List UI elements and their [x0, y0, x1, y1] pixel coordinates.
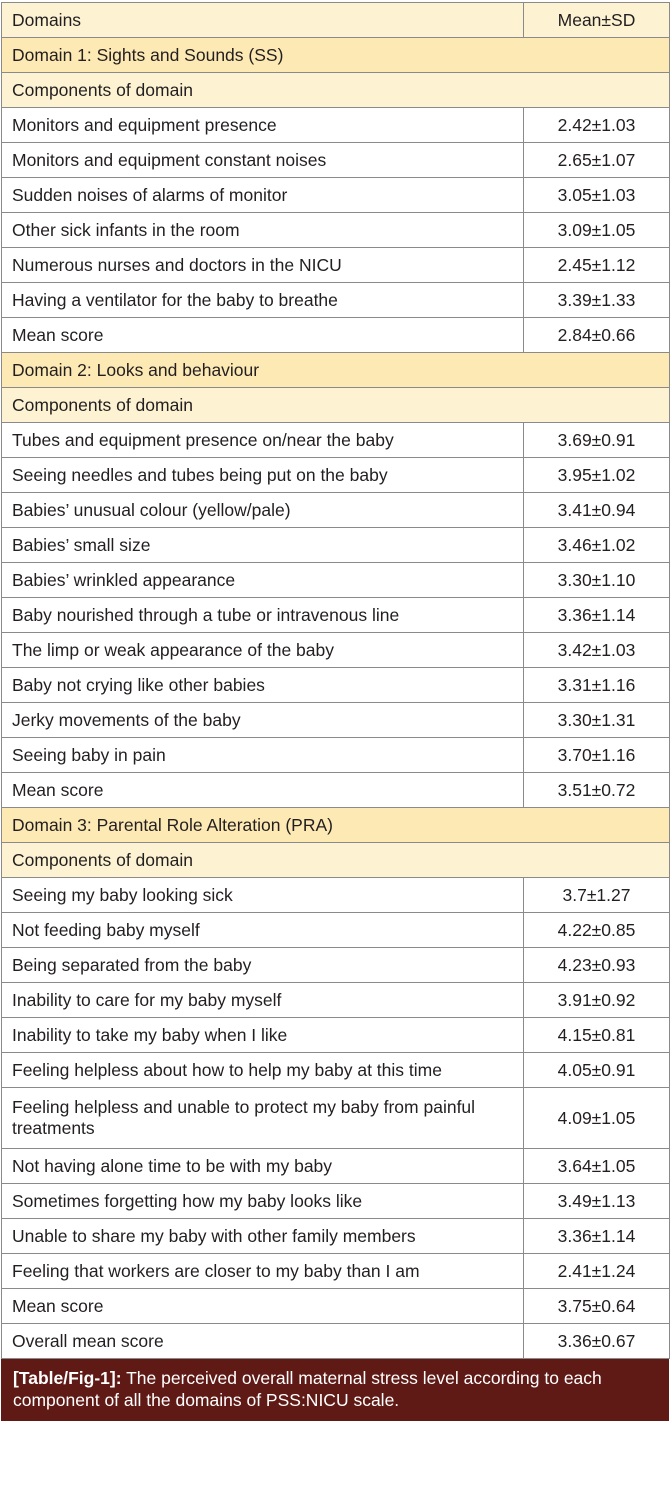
table-row [2, 1053, 670, 1088]
row-label: Numerous nurses and doctors in the NICU [2, 248, 524, 283]
components-label-row [2, 388, 670, 423]
table-header-row [2, 3, 670, 38]
row-label: Other sick infants in the room [2, 213, 524, 248]
row-label: Not having alone time to be with my baby [2, 1149, 524, 1184]
components-label: Components of domain [2, 388, 670, 423]
domain-title-row [2, 353, 670, 388]
row-value: 3.31±1.16 [524, 668, 670, 703]
row-value: 3.64±1.05 [524, 1149, 670, 1184]
row-value: 3.70±1.16 [524, 738, 670, 773]
table-row [2, 738, 670, 773]
row-value: 3.46±1.02 [524, 528, 670, 563]
table-row [2, 878, 670, 913]
row-label: Inability to care for my baby myself [2, 983, 524, 1018]
table-row [2, 1184, 670, 1219]
row-label: Seeing baby in pain [2, 738, 524, 773]
table-row [2, 1088, 670, 1149]
row-label: Being separated from the baby [2, 948, 524, 983]
row-value: 3.05±1.03 [524, 178, 670, 213]
row-label: Babies’ wrinkled appearance [2, 563, 524, 598]
row-label: Sometimes forgetting how my baby looks like [2, 1184, 524, 1219]
table-row [2, 318, 670, 353]
row-label: Having a ventilator for the baby to breathe [2, 283, 524, 318]
table-row [2, 668, 670, 703]
row-value: 2.84±0.66 [524, 318, 670, 353]
table-row [2, 1254, 670, 1289]
table-row [2, 458, 670, 493]
domain-title: Domain 3: Parental Role Alteration (PRA) [2, 808, 670, 843]
table-row [2, 1018, 670, 1053]
domain-title-row [2, 38, 670, 73]
row-value: 3.75±0.64 [524, 1289, 670, 1324]
table-row [2, 248, 670, 283]
row-value: 4.15±0.81 [524, 1018, 670, 1053]
stress-table [1, 2, 670, 1359]
table-row [2, 1289, 670, 1324]
row-label: Babies’ small size [2, 528, 524, 563]
table-row [2, 913, 670, 948]
row-label: Feeling helpless and unable to protect my baby from painful treatments [2, 1088, 524, 1149]
row-label: The limp or weak appearance of the baby [2, 633, 524, 668]
table-row [2, 423, 670, 458]
table-row [2, 528, 670, 563]
row-label: Sudden noises of alarms of monitor [2, 178, 524, 213]
row-value: 3.36±1.14 [524, 598, 670, 633]
table-row [2, 633, 670, 668]
row-label: Seeing my baby looking sick [2, 878, 524, 913]
components-label: Components of domain [2, 73, 670, 108]
row-value: 3.39±1.33 [524, 283, 670, 318]
row-value: 3.7±1.27 [524, 878, 670, 913]
row-label: Monitors and equipment presence [2, 108, 524, 143]
row-value: 2.42±1.03 [524, 108, 670, 143]
row-label: Tubes and equipment presence on/near the baby [2, 423, 524, 458]
table-row [2, 773, 670, 808]
row-value: 3.36±1.14 [524, 1219, 670, 1254]
table-row [2, 1149, 670, 1184]
caption-text: The perceived overall maternal stress level according to each component of all the domains of PSS:NICU scale. [13, 1368, 602, 1410]
row-value: 3.49±1.13 [524, 1184, 670, 1219]
row-value: 2.45±1.12 [524, 248, 670, 283]
row-value: 3.30±1.31 [524, 703, 670, 738]
row-label: Mean score [2, 773, 524, 808]
figure-caption [1, 1359, 669, 1421]
table-row [2, 948, 670, 983]
row-label: Not feeding baby myself [2, 913, 524, 948]
row-value: 3.95±1.02 [524, 458, 670, 493]
domain-title-row [2, 808, 670, 843]
table-row [2, 283, 670, 318]
table-row [2, 493, 670, 528]
table-row [2, 178, 670, 213]
row-value: 3.69±0.91 [524, 423, 670, 458]
row-label: Overall mean score [2, 1324, 524, 1359]
table-row [2, 703, 670, 738]
components-label-row [2, 843, 670, 878]
table-row [2, 983, 670, 1018]
table-row [2, 213, 670, 248]
row-label: Feeling that workers are closer to my baby than I am [2, 1254, 524, 1289]
row-value: 2.65±1.07 [524, 143, 670, 178]
table-figure [1, 2, 669, 1421]
row-label: Unable to share my baby with other family members [2, 1219, 524, 1254]
row-value: 3.42±1.03 [524, 633, 670, 668]
row-label: Inability to take my baby when I like [2, 1018, 524, 1053]
row-label: Mean score [2, 318, 524, 353]
table-body [2, 3, 670, 1359]
header-mean-sd: Mean±SD [524, 3, 670, 38]
row-value: 3.09±1.05 [524, 213, 670, 248]
row-value: 4.05±0.91 [524, 1053, 670, 1088]
row-value: 3.41±0.94 [524, 493, 670, 528]
table-row [2, 1324, 670, 1359]
row-label: Jerky movements of the baby [2, 703, 524, 738]
row-label: Monitors and equipment constant noises [2, 143, 524, 178]
row-label: Babies’ unusual colour (yellow/pale) [2, 493, 524, 528]
table-row [2, 598, 670, 633]
row-value: 3.36±0.67 [524, 1324, 670, 1359]
table-row [2, 143, 670, 178]
row-value: 3.51±0.72 [524, 773, 670, 808]
caption-label: [Table/Fig-1]: [13, 1368, 122, 1388]
table-row [2, 108, 670, 143]
header-domains: Domains [2, 3, 524, 38]
row-value: 4.22±0.85 [524, 913, 670, 948]
row-label: Seeing needles and tubes being put on the baby [2, 458, 524, 493]
row-value: 4.09±1.05 [524, 1088, 670, 1149]
row-label: Baby not crying like other babies [2, 668, 524, 703]
row-label: Mean score [2, 1289, 524, 1324]
row-value: 3.91±0.92 [524, 983, 670, 1018]
table-row [2, 1219, 670, 1254]
row-label: Feeling helpless about how to help my baby at this time [2, 1053, 524, 1088]
row-value: 3.30±1.10 [524, 563, 670, 598]
row-value: 2.41±1.24 [524, 1254, 670, 1289]
components-label: Components of domain [2, 843, 670, 878]
table-row [2, 563, 670, 598]
row-value: 4.23±0.93 [524, 948, 670, 983]
components-label-row [2, 73, 670, 108]
domain-title: Domain 2: Looks and behaviour [2, 353, 670, 388]
row-label: Baby nourished through a tube or intravenous line [2, 598, 524, 633]
domain-title: Domain 1: Sights and Sounds (SS) [2, 38, 670, 73]
